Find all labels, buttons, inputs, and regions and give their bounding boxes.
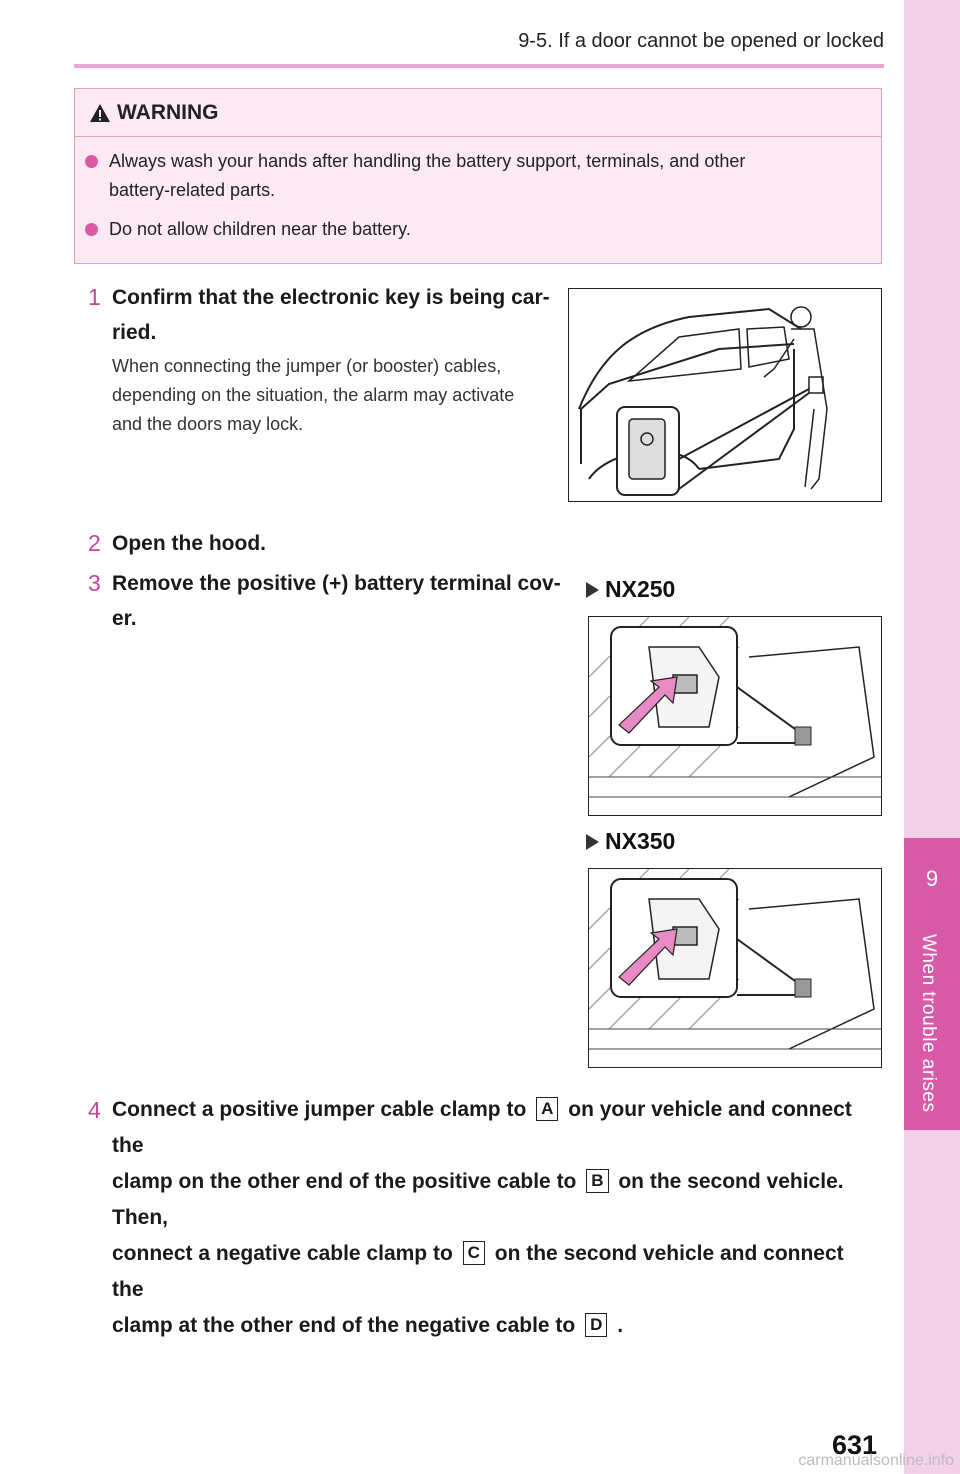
step-number: 1: [88, 284, 101, 310]
step-text: Connect a positive jumper cable clamp to: [112, 1098, 527, 1121]
nx350-engine-illustration: [588, 868, 882, 1068]
step-text-line: [112, 1236, 874, 1308]
step-number: 4: [88, 1097, 101, 1123]
warning-item: [75, 215, 881, 244]
step-number: 2: [88, 530, 101, 556]
step-text-line: [112, 1164, 874, 1236]
step-text: on the second vehicle and connect the: [112, 1242, 844, 1301]
description-line: When connecting the jumper (or booster) cables,: [112, 356, 502, 376]
key-carried-illustration: [568, 288, 882, 502]
step-text: on the second vehicle. Then,: [112, 1170, 844, 1229]
callout-d: D: [585, 1313, 607, 1337]
callout-b: B: [586, 1169, 608, 1193]
step-1: [74, 280, 564, 350]
step-text: on your vehicle and connect the: [112, 1098, 852, 1157]
warning-title: WARNING: [117, 100, 219, 124]
model-name: NX350: [605, 828, 676, 854]
page-number: 631: [832, 1430, 878, 1460]
nx250-engine-illustration: [588, 616, 882, 816]
step-number: 3: [88, 570, 101, 596]
description-line: and the doors may lock.: [112, 414, 304, 434]
model-name: NX250: [605, 576, 676, 602]
step-3: [74, 566, 564, 636]
warning-item: [75, 147, 881, 205]
step-text: connect a negative cable clamp to: [112, 1242, 453, 1265]
warning-box: [74, 88, 882, 264]
triangle-bullet-icon: [586, 834, 599, 850]
step-text: Remove the positive (+) battery terminal cov-: [112, 572, 561, 595]
triangle-bullet-icon: [586, 582, 599, 598]
chapter-number: 9: [925, 866, 939, 891]
warning-item-line: Always wash your hands after handling the battery support, terminals, and other: [109, 151, 746, 171]
model-label-nx250: [586, 576, 675, 603]
header-rule: [74, 64, 884, 68]
chapter-title: When trouble arises: [918, 934, 939, 1113]
car-person-figure: [569, 289, 882, 502]
step-text-line: [112, 1092, 874, 1164]
step-text: ried.: [112, 321, 157, 344]
watermark: carmanualsonline.info: [798, 1452, 954, 1469]
bullet-icon: [85, 223, 98, 236]
step-1-description: [112, 352, 562, 439]
warning-item-line: Do not allow children near the battery.: [109, 219, 411, 239]
step-text: clamp on the other end of the positive cable to: [112, 1170, 577, 1193]
battery-cover-figure: [589, 617, 882, 816]
step-4: [74, 1092, 874, 1344]
step-text-line: [112, 1308, 874, 1344]
step-text: Confirm that the electronic key is being car-: [112, 286, 550, 309]
chapter-side-tab: [904, 0, 960, 1474]
callout-c: C: [463, 1241, 485, 1265]
warning-item-line: battery-related parts.: [109, 180, 276, 200]
step-text: er.: [112, 607, 137, 630]
description-line: depending on the situation, the alarm may activate: [112, 385, 515, 405]
warning-triangle-icon: [89, 103, 111, 123]
step-text: .: [617, 1314, 624, 1337]
callout-a: A: [536, 1097, 558, 1121]
bullet-icon: [85, 155, 98, 168]
battery-cover-figure: [589, 869, 882, 1068]
step-text: clamp at the other end of the negative cable to: [112, 1314, 576, 1337]
warning-heading: [75, 89, 881, 137]
section-header: 9-5. If a door cannot be opened or locked: [518, 30, 884, 52]
step-2: [74, 526, 564, 561]
step-text: Open the hood.: [112, 532, 266, 555]
model-label-nx350: [586, 828, 675, 855]
